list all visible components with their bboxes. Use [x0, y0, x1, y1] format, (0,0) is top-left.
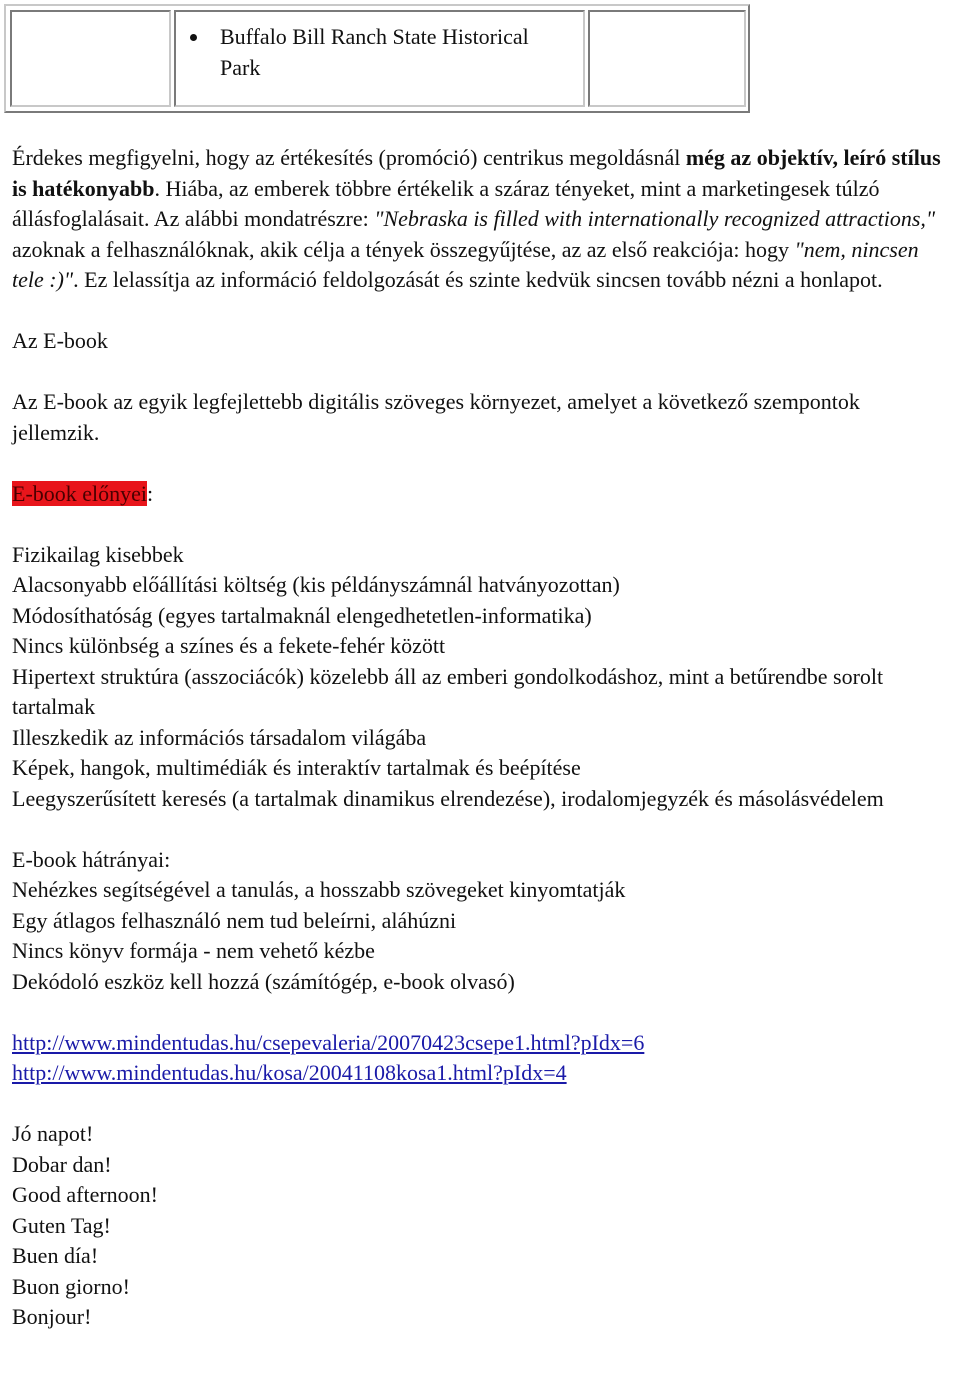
list-item: Fizikailag kisebbek [12, 541, 184, 567]
intro-quote-1: "Nebraska is filled with internationally recognized attractions," [374, 206, 936, 231]
list-item: Dekódoló eszköz kell hozzá (számítógép, e-book olvasó) [12, 968, 515, 994]
list-item: Alacsonyabb előállítási költség (kis példányszámnál hatványozottan) [12, 572, 620, 597]
table-cell-empty-right [588, 10, 746, 107]
greetings-list [12, 1119, 942, 1333]
advantages-list [12, 540, 942, 815]
intro-paragraph [12, 143, 942, 296]
top-table [4, 4, 750, 113]
reference-link-1[interactable]: http://www.mindentudas.hu/csepevaleria/20070423csepe1.html?pIdx=6 [12, 1029, 645, 1055]
disadvantages-heading: E-book hátrányai: [12, 846, 171, 872]
table-cell-list [174, 10, 585, 107]
bullet-icon [190, 34, 197, 41]
list-item: Illeszkedik az információs társadalom világába [12, 724, 427, 750]
reference-link-2[interactable]: http://www.mindentudas.hu/kosa/20041108kosa1.html?pIdx=4 [12, 1060, 567, 1085]
greeting-item: Dobar dan! [12, 1151, 112, 1177]
intro-text-3: azoknak a felhasználóknak, akik célja a tények összegyűjtése, az az első reakciója: hogy [12, 236, 795, 262]
list-item-text: Buffalo Bill Ranch State Historical Park [220, 24, 529, 80]
list-item: Nincs könyv formája - nem vehető kézbe [12, 938, 375, 963]
intro-text-2: . Hiába, az emberek többre értékelik a száraz tényeket, mint a marketingesek túlzó állásfoglalásait. Az alábbi mondatrészre: [12, 175, 880, 231]
ebook-heading: Az E-book [12, 328, 108, 353]
greeting-item: Buen día! [12, 1243, 99, 1268]
advantages-heading [12, 479, 942, 510]
greeting-item: Guten Tag! [12, 1212, 111, 1238]
list-item: Nincs különbség a színes és a fekete-fehér között [12, 633, 446, 658]
ebook-description: Az E-book az egyik legfejlettebb digitális szöveges környezet, amelyet a következő szempontok jellemzik. [12, 389, 860, 445]
advantages-colon: : [147, 480, 154, 506]
intro-text-4: . Ez lelassítja az információ feldolgozását és szinte kedvük sincsen tovább nézni a honlapot. [73, 267, 883, 292]
list-item: Nehézkes segítségével a tanulás, a hosszabb szövegeket kinyomtatják [12, 877, 626, 902]
document-body [12, 143, 942, 1333]
list-item: Hipertext struktúra (asszociácók) közelebb áll az emberi gondolkodáshoz, mint a betűrendbe sorolt tartalmak [12, 663, 884, 719]
list-item [220, 22, 570, 83]
greeting-item: Jó napot! [12, 1121, 94, 1146]
intro-quote-2: "nem, nincsen tele :)" [12, 236, 919, 292]
advantages-title-highlight: E-book előnyei [12, 480, 148, 506]
list-item: Módosíthatóság (egyes tartalmaknál elengedhetetlen-informatika) [12, 602, 592, 628]
intro-bold-text: még az objektív, leíró stílus is hatékonyabb [12, 145, 941, 201]
links-block [12, 1028, 942, 1089]
greeting-item: Buon giorno! [12, 1273, 130, 1299]
table-cell-empty-left [10, 10, 171, 107]
bullet-list [220, 22, 570, 83]
disadvantages-list [12, 875, 942, 997]
list-item: Képek, hangok, multimédiák és interaktív tartalmak és beépítése [12, 755, 581, 780]
list-item: Leegyszerűsített keresés (a tartalmak dinamikus elrendezése), irodalomjegyzék és másolásvédelem [12, 785, 884, 811]
intro-text-1: Érdekes megfigyelni, hogy az értékesítés (promóció) centrikus megoldásnál [12, 145, 686, 170]
greeting-item: Good afternoon! [12, 1182, 159, 1207]
list-item: Egy átlagos felhasználó nem tud beleírni, aláhúzni [12, 907, 457, 933]
greeting-item: Bonjour! [12, 1304, 92, 1329]
